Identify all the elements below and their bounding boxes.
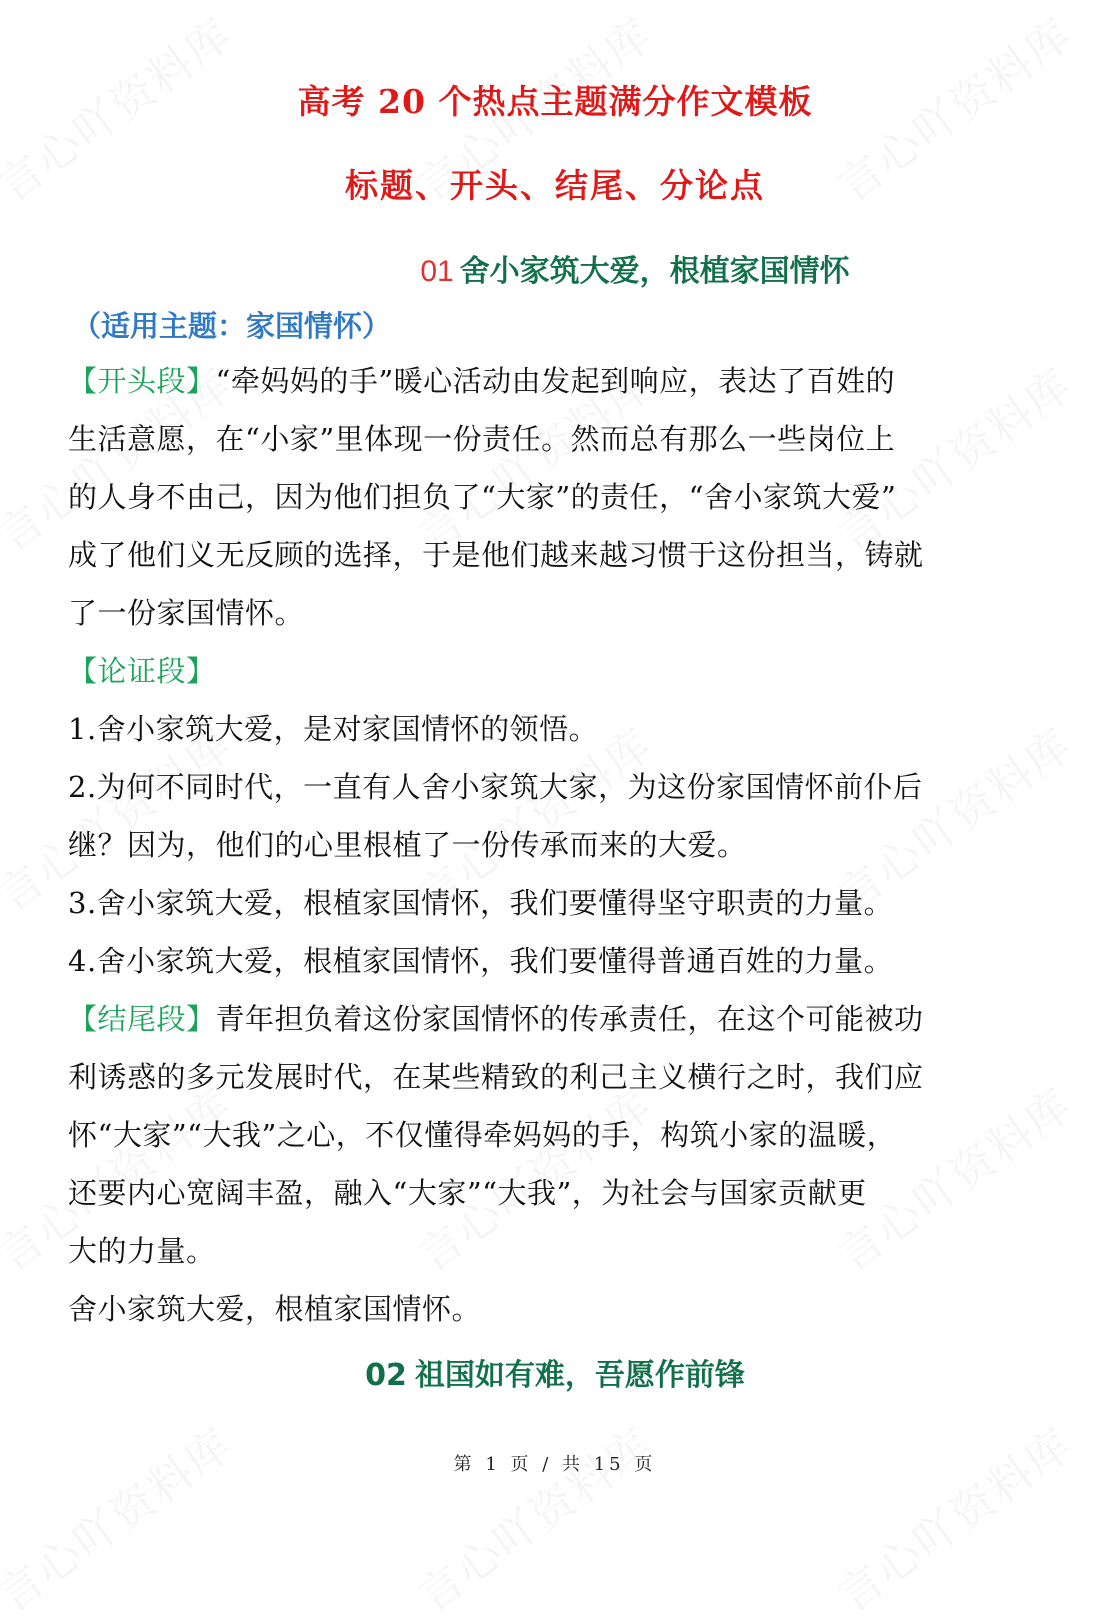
applicable-theme: （适用主题：家国情怀） [72,309,392,343]
paragraph-line: 【开头段】“牵妈妈的手”暖心活动由发起到响应，表达了百姓的 [68,364,896,398]
argument-point: 3.舍小家筑大爱，根植家国情怀，我们要懂得坚守职责的力量。 [68,886,894,920]
opening-paragraph [68,352,1043,642]
section-title: 舍小家筑大爱，根植家国情怀 [459,254,850,289]
paragraph-line: 了一份家国情怀。 [68,596,305,630]
paragraph-line: 还要内心宽阔丰盈，融入“大家”“大我”，为社会与国家贡献更 [68,1176,867,1210]
closing-tag: 【结尾段】 [68,1002,216,1036]
page-number-footer: 第 1 页 / 共 15 页 [453,1454,657,1475]
section-heading-01 [0,246,1110,290]
paragraph-line: 舍小家筑大爱，根植家国情怀。 [68,1292,482,1326]
section-heading-02 [0,1350,1110,1394]
argument-point: 1.舍小家筑大爱，是对家国情怀的领悟。 [68,712,599,746]
argument-paragraph [68,642,1043,990]
watermark [0,1410,243,1624]
argument-point: 继？因为，他们的心里根植了一份传承而来的大爱。 [68,828,747,862]
paragraph-line: 生活意愿，在“小家”里体现一份责任。然而总有那么一些岗位上 [68,422,896,456]
paragraph-line: 的人身不由己，因为他们担负了“大家”的责任，“舍小家筑大爱” [68,480,897,514]
paragraph-line: 【结尾段】青年担负着这份家国情怀的传承责任，在这个可能被功 [68,1002,924,1036]
argument-point: 2.为何不同时代，一直有人舍小家筑大家，为这份家国情怀前仆后 [68,770,923,804]
argument-point: 4.舍小家筑大爱，根植家国情怀，我们要懂得普通百姓的力量。 [68,944,894,978]
section-number: 02 [365,1358,407,1393]
watermark [822,1410,1083,1624]
argument-tag: 【论证段】 [68,654,216,688]
paragraph-line: 大的力量。 [68,1234,216,1268]
paragraph-line: 利诱惑的多元发展时代，在某些精致的利己主义横行之时，我们应 [68,1060,924,1094]
paragraph-line: 成了他们义无反顾的选择，于是他们越来越习惯于这份担当，铸就 [68,538,924,572]
document-title: 高考 20 个热点主题满分作文模板 [297,82,813,121]
document-subtitle: 标题、开头、结尾、分论点 [345,166,765,205]
opening-tag: 【开头段】 [68,364,216,398]
closing-paragraph [68,990,1043,1338]
section-title: 祖国如有难，吾愿作前锋 [414,1358,745,1393]
section-number: 01 [420,255,454,288]
paragraph-line: 怀“大家”“大我”之心，不仅懂得牵妈妈的手，构筑小家的温暖， [68,1118,897,1152]
watermark [402,1410,663,1624]
